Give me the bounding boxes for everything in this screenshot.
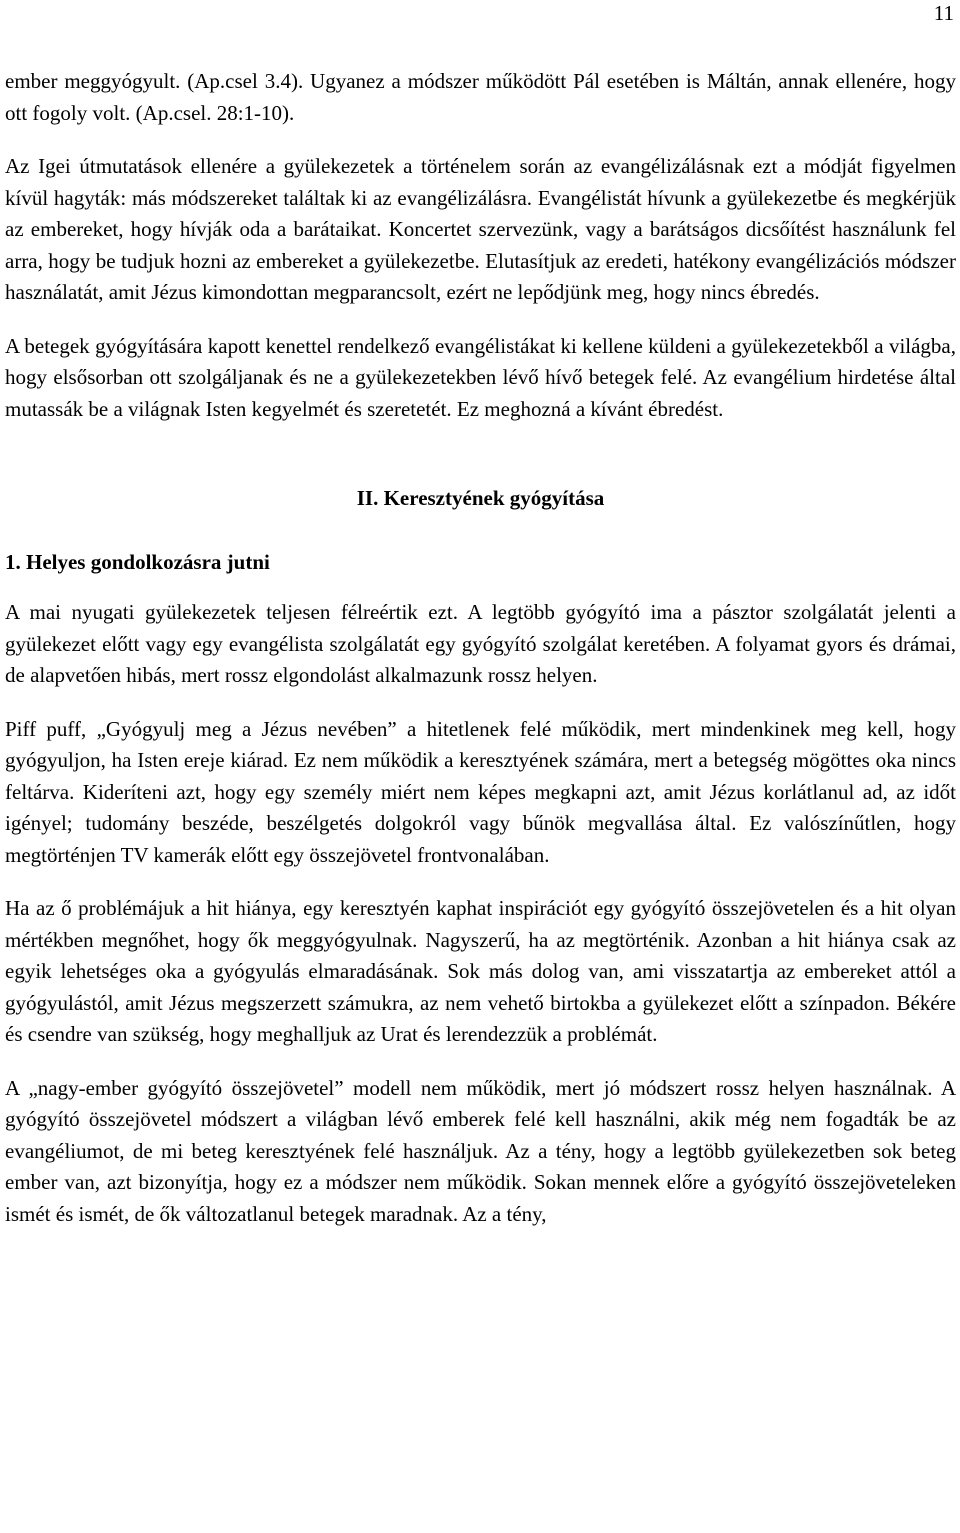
- paragraph: Az Igei útmutatások ellenére a gyülekezetek a történelem során az evangélizálásnak ezt a módját figyelmen kívül hagyták: más módszereket találtak ki az evangélizálásra. Evangélistát hívunk a gyülekezetbe és megkérjük az embereket, hogy hívják oda a barátaikat. Koncertet szervezünk, vagy a barátságos dicsőítést használunk fel arra, hogy be tudjuk hozni az embereket a gyülekezetbe. Elutasítjuk az eredeti, hatékony evangélizációs módszer használatát, amit Jézus kimondottan megparancsolt, ezért ne lepődjünk meg, hogy nincs ébredés.: [5, 154, 956, 304]
- paragraph: A „nagy-ember gyógyító összejövetel” modell nem működik, mert jó módszert rossz helyen használnak. A gyógyító összejövetel módszert a világban lévő emberek felé kell használni, akik még nem fogadták be az evangéliumot, de mi beteg keresztyének felé használjuk. Az a tény, hogy a legtöbb gyülekezetben sok beteg ember van, azt bizonyítja, hogy ez a módszer nem működik. Sokan mennek előre a gyógyító összejöveteleken ismét és ismét, de ők változatlanul betegek maradnak. Az a tény,: [5, 1075, 956, 1226]
- paragraph: ember meggyógyult. (Ap.csel 3.4). Ugyanez a módszer működött Pál esetében is Máltán, annak ellenére, hogy ott fogoly volt. (Ap.csel. 28:1-10).: [5, 69, 956, 125]
- paragraph: A betegek gyógyítására kapott kenettel rendelkező evangélistákat ki kellene küldeni a gyülekezetekből a világba, hogy elsősorban ott szolgáljanak és ne a gyülekezetekben lévő hívő betegek felé. Az evangélium hirdetése által mutassák be a világnak Isten kegyelmét és szeretetét. Ez meghozná a kívánt ébredést.: [5, 333, 956, 421]
- section-title: 1. Helyes gondolkozásra jutni: [5, 550, 270, 574]
- chapter-title: II. Keresztyének gyógyítása: [356, 486, 605, 510]
- paragraph: Ha az ő problémájuk a hit hiánya, egy keresztyén kaphat inspirációt egy gyógyító összejövetelen és a hit olyan mértékben megnőhet, hogy ők meggyógyulnak. Nagyszerű, ha az megtörténik. Azonban a hit hiánya csak az egyik lehetséges oka a gyógyulás elmaradásának. Sok más dolog van, ami visszatartja az embereket attól a gyógyulástól, amit Jézus megszerzett számukra, az nem vehető birtokba a gyülekezet előtt a színpadon. Békére és csendre van szükség, hogy meghalljuk az Urat és lerendezzük a problémát.: [5, 896, 956, 1046]
- paragraph: Piff puff, „Gyógyulj meg a Jézus nevében” a hitetlenek felé működik, mert mindenkinek meg kell, hogy gyógyuljon, ha Isten ereje kiárad. Ez nem működik a keresztyének számára, mert a betegség mögöttes oka nincs feltárva. Kideríteni azt, hogy egy személy miért nem képes megkapni azt, amit Jézus korlátlanul ad, az időt igényel; tudomány beszéde, beszélgetés dolgokról vagy bűnök megvallása által. Ez valószínűtlen, hogy megtörténjen TV kamerák előtt egy összejövetel frontvonalában.: [5, 716, 956, 867]
- page-body: [5, 66, 956, 1230]
- page-number: 11: [933, 1, 954, 25]
- paragraph: A mai nyugati gyülekezetek teljesen félreértik ezt. A legtöbb gyógyító ima a pásztor szolgálatát jelenti a gyülekezet előtt vagy egy evangélista szolgálatát egy gyógyító szolgálat keretében. A folyamat gyors és drámai, de alapvetően hibás, mert rossz elgondolást alkalmazunk rossz helyen.: [5, 600, 956, 687]
- chapter-heading-block: [5, 425, 956, 575]
